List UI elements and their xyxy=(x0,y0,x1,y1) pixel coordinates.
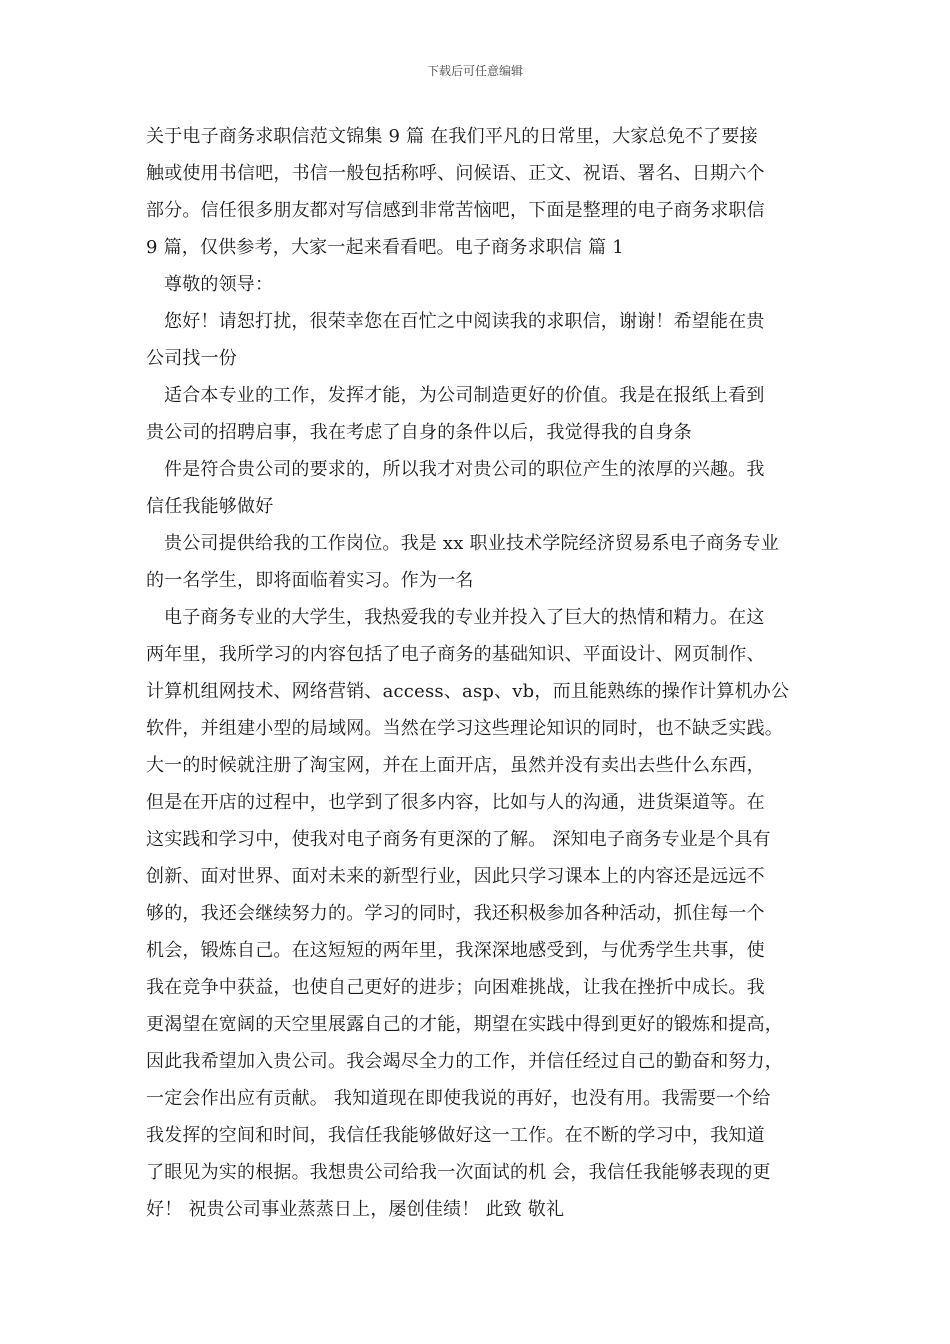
body-line: 大一的时候就注册了淘宝网，并在上面开店，虽然并没有卖出去些什么东西， xyxy=(146,755,765,776)
body-line: 这实践和学习中，使我对电子商务有更深的了解。 深知电子商务专业是个具有 xyxy=(146,829,771,850)
body-line: 我发挥的空间和时间，我信任我能够做好这一工作。在不断的学习中，我知道 xyxy=(146,1125,765,1146)
body-line: 两年里，我所学习的内容包括了电子商务的基础知识、平面设计、网页制作、 xyxy=(146,644,765,665)
body-line: 部分。信任很多朋友都对写信感到非常苦恼吧，下面是整理的电子商务求职信 xyxy=(146,200,765,221)
body-line: 更渴望在宽阔的天空里展露自己的才能，期望在实践中得到更好的锻炼和提高， xyxy=(146,1014,783,1035)
body-line: 因此我希望加入贵公司。我会竭尽全力的工作，并信任经过自己的勤奋和努力， xyxy=(146,1051,783,1072)
body-line: 贵公司的招聘启事，我在考虑了自身的条件以后，我觉得我的自身条 xyxy=(146,422,692,443)
body-line: 您好！请恕打扰，很荣幸您在百忙之中阅读我的求职信，谢谢！希望能在贵 xyxy=(164,311,765,332)
body-line: 但是在开店的过程中，也学到了很多内容，比如与人的沟通，进货渠道等。在 xyxy=(146,792,765,813)
body-line: 计算机组网技术、网络营销、access、asp、vb，而且能熟练的操作计算机办公 xyxy=(146,681,790,702)
closing-line: 好！ 祝贵公司事业蒸蒸日上，屡创佳绩！ 此致 敬礼 xyxy=(146,1199,565,1220)
header-note: 下载后可任意编辑 xyxy=(426,64,523,78)
document-body xyxy=(146,118,826,1228)
body-line: 一定会作出应有贡献。 我知道现在即使我说的再好，也没有用。我需要一个给 xyxy=(146,1088,771,1109)
body-line: 软件，并组建小型的局域网。当然在学习这些理论知识的同时，也不缺乏实践。 xyxy=(146,718,783,739)
body-line: 机会，锻炼自己。在这短短的两年里，我深深地感受到，与优秀学生共事，使 xyxy=(146,940,765,961)
body-line: 件是符合贵公司的要求的，所以我才对贵公司的职位产生的浓厚的兴趣。我 xyxy=(164,459,765,480)
body-line: 9 篇，仅供参考，大家一起来看看吧。电子商务求职信 篇 1 xyxy=(146,237,624,258)
body-line: 了眼见为实的根据。我想贵公司给我一次面试的机 会，我信任我能够表现的更 xyxy=(146,1162,771,1183)
body-line: 我在竞争中获益，也使自己更好的进步；向困难挑战，让我在挫折中成长。我 xyxy=(146,977,765,998)
body-line: 适合本专业的工作，发挥才能，为公司制造更好的价值。我是在报纸上看到 xyxy=(164,385,765,406)
salutation: 尊敬的领导： xyxy=(164,274,274,295)
body-line: 的一名学生，即将面临着实习。作为一名 xyxy=(146,570,474,591)
body-line: 够的，我还会继续努力的。学习的同时，我还积极参加各种活动，抓住每一个 xyxy=(146,903,765,924)
body-line: 信任我能够做好 xyxy=(146,496,274,517)
body-line: 创新、面对世界、面对未来的新型行业，因此只学习课本上的内容还是远远不 xyxy=(146,866,765,887)
body-line: 触或使用书信吧，书信一般包括称呼、问候语、正文、祝语、署名、日期六个 xyxy=(146,163,765,184)
body-line: 贵公司提供给我的工作岗位。我是 xx 职业技术学院经济贸易系电子商务专业 xyxy=(164,533,779,554)
body-line: 公司找一份 xyxy=(146,348,237,369)
body-line: 电子商务专业的大学生，我热爱我的专业并投入了巨大的热情和精力。在这 xyxy=(164,607,765,628)
body-line: 关于电子商务求职信范文锦集 9 篇 在我们平凡的日常里，大家总免不了要接 xyxy=(146,126,758,147)
